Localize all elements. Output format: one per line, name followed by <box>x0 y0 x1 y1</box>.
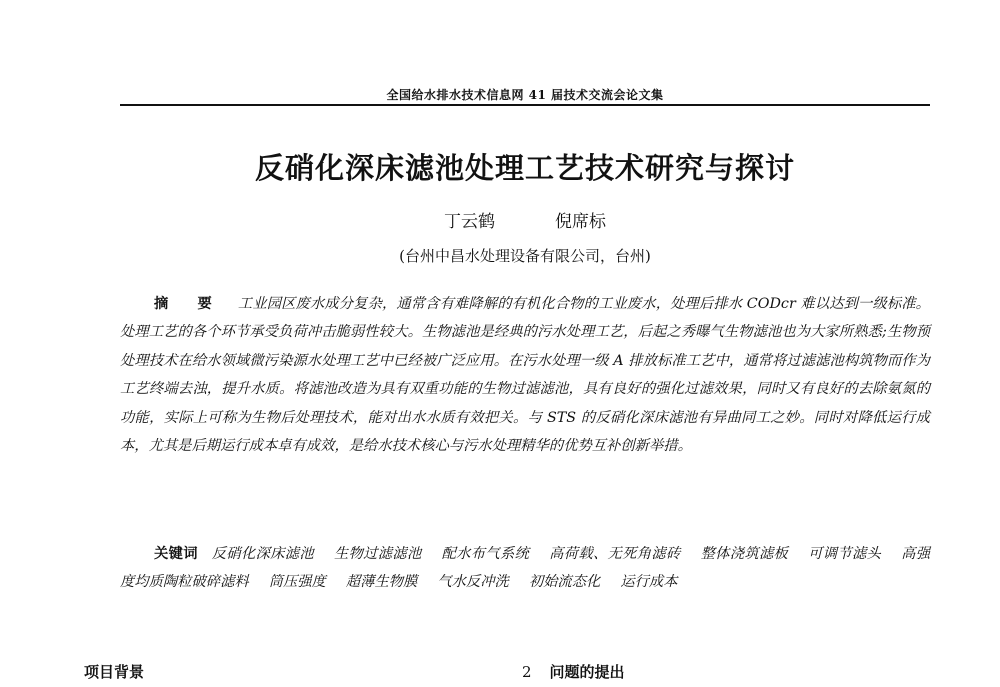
keyword: 生物过滤滤池 <box>333 546 422 562</box>
author-list <box>120 207 930 232</box>
section-heading-problem <box>522 661 625 682</box>
abstract-text: 工业园区废水成分复杂，通常含有难降解的有机化合物的工业废水，处理后排水 CODcr 难以达到一级标准。处理工艺的各个环节承受负荷冲击脆弱性较大。生物滤池是经典的污水处理工艺，后起之秀曝气生物滤池也为大家所熟悉;生物预处理技术在给水领域微污染源水处理工艺中已经被广泛应用。在污水处理一级 A 排放标准工艺中，通常将过滤滤池构筑物而作为工艺终端去浊，提升水质。将滤池改造为具有双重功能的生物过滤滤池，具有良好的强化过滤效果，同时又有良好的去除氨氮的功能，实际上可称为生物后处理技术，能对出水水质有效把关。与 STS 的反硝化深床滤池有异曲同工之妙。同时对降低运行成本，尤其是后期运行成本卓有成效，是给水技术核心与污水处理精华的优势互补创新举措。 <box>120 296 930 455</box>
abstract-label: 摘 要 <box>154 296 224 312</box>
author-affiliation: (台州中昌水处理设备有限公司，台州) <box>399 247 651 265</box>
section-heading-text: 问题的提出 <box>549 663 625 681</box>
author-name: 丁云鹤 <box>444 212 495 232</box>
keywords-label: 关键词 <box>154 546 198 562</box>
paper-title: 反硝化深床滤池处理工艺技术研究与探讨 <box>254 151 795 185</box>
keyword: 整体浇筑滤板 <box>700 546 789 562</box>
section-number: 2 <box>522 663 532 681</box>
keyword: 筒压强度 <box>268 574 326 591</box>
keyword: 超薄生物膜 <box>345 574 418 591</box>
keyword: 高强度均质陶粒破碎滤料 <box>120 546 931 591</box>
author-name: 倪席标 <box>555 212 606 232</box>
keyword: 反硝化深床滤池 <box>211 546 314 562</box>
section-heading-background: 项目背景 <box>84 663 145 681</box>
keyword: 高荷载、无死角滤砖 <box>549 546 681 562</box>
keyword: 配水布气系统 <box>441 546 530 562</box>
keyword: 可调节滤头 <box>808 546 882 562</box>
keyword: 运行成本 <box>620 574 678 591</box>
abstract-paragraph <box>120 290 930 460</box>
keywords-paragraph <box>120 540 930 597</box>
header-rule <box>120 104 930 106</box>
keyword: 气水反冲洗 <box>437 574 509 591</box>
keyword: 初始流态化 <box>528 574 601 591</box>
running-header: 全国给水排水技术信息网 41 届技术交流会论文集 <box>386 88 664 102</box>
